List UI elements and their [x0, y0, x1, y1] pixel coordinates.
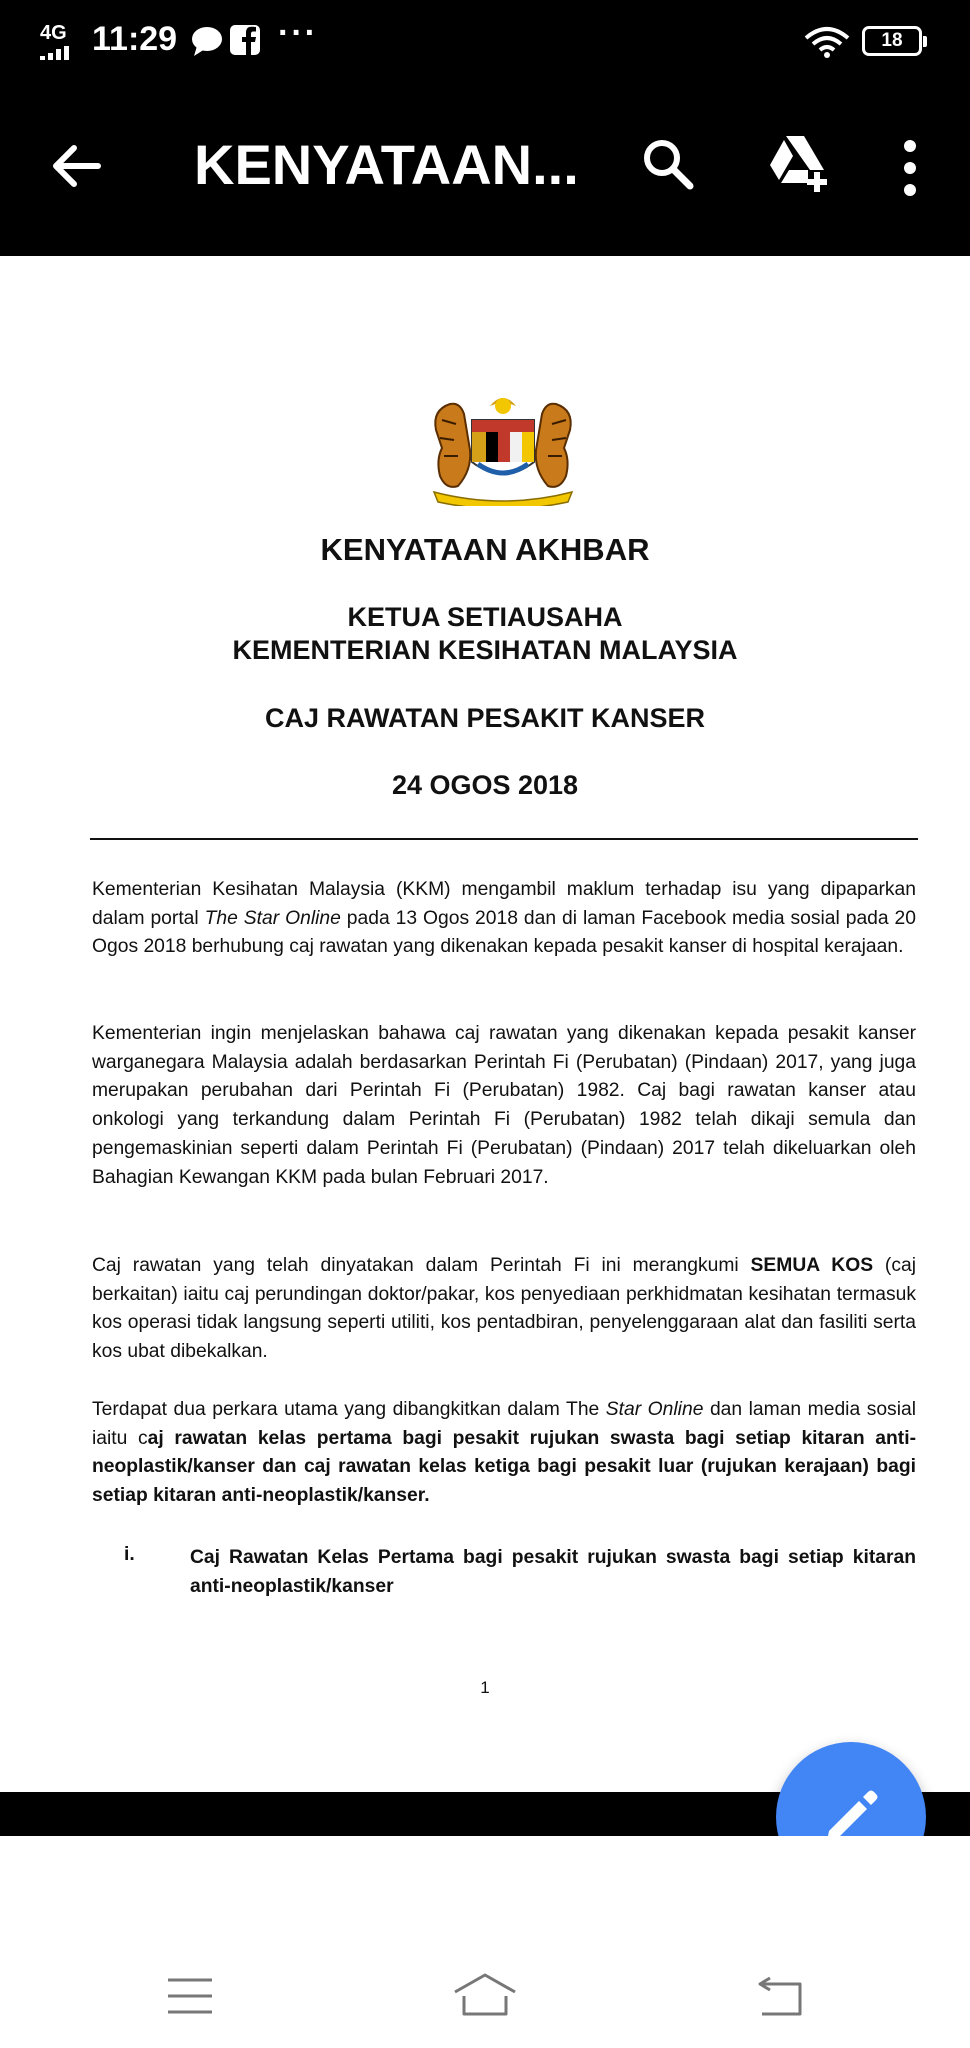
more-vert-icon[interactable] [896, 138, 924, 198]
press-release-heading: KENYATAAN AKHBAR [320, 532, 650, 567]
status-bar [0, 0, 970, 88]
coat-of-arms-logo [428, 390, 578, 506]
facebook-icon [230, 24, 262, 58]
issuer-line-2: KEMENTERIAN KESIHATAN MALAYSIA [232, 635, 738, 665]
drive-add-icon[interactable] [766, 132, 830, 196]
document-date: 24 OGOS 2018 [391, 770, 579, 800]
paragraph-4: Terdapat dua perkara utama yang dibangkitkan dalam The Star Online dan laman media sosial iaitu caj rawatan kelas pertama bagi pesakit rujukan swasta bagi setiap kitaran anti-neoplastik/kanser dan caj rawatan kelas ketiga bagi pesakit luar (rujukan kerajaan) bagi setiap kitaran anti-neoplastik/kanser. [92, 1399, 916, 1507]
issuer-line-1: KETUA SETIAUSAHA [347, 602, 623, 632]
list-item-number: i. [124, 1544, 135, 1565]
list-item-heading: Caj Rawatan Kelas Pertama bagi pesakit rujukan swasta bagi setiap kitaran anti-neoplastik/kanser [190, 1547, 916, 1597]
signal-icon [40, 46, 76, 60]
system-nav-bar [0, 1836, 970, 2048]
document-page[interactable] [0, 256, 970, 1792]
more-notifications-icon: ··· [278, 14, 318, 52]
chat-bubble-icon [190, 24, 224, 58]
app-bar [0, 88, 970, 256]
home-icon[interactable] [452, 1972, 518, 2016]
document-topic: CAJ RAWATAN PESAKIT KANSER [264, 703, 706, 733]
paragraph-3: Caj rawatan yang telah dinyatakan dalam Perintah Fi ini merangkumi SEMUA KOS (caj berkaitan) iaitu caj perundingan doktor/pakar, kos penyediaan perkhidmatan kesihatan termasuk kos operasi tidak langsung seperti utiliti, kos pentadbiran, penyelenggaraan alat dan fasiliti serta kos ubat dibekalkan. [92, 1255, 916, 1363]
back-arrow-icon[interactable] [50, 140, 102, 192]
page-number: 1 [480, 1678, 490, 1697]
battery-icon: 18 [862, 26, 922, 56]
wifi-icon [804, 26, 850, 58]
paragraph-2: Kementerian ingin menjelaskan bahawa caj rawatan yang dikenakan kepada pesakit kanser warganegara Malaysia adalah berdasarkan Perintah Fi (Perubatan) (Pindaan) 2017, yang juga merupakan perubahan dari Perintah Fi (Perubatan) 1982. Caj bagi rawatan kanser atau onkologi yang terkandung dalam Perintah Fi (Perubatan) 1982 telah dikaji semula dan pengemaskinian seperti dalam Perintah Fi (Perubatan) (Pindaan) 2017 telah dikeluarkan oleh Bahagian Kewangan KKM pada bulan Februari 2017. [92, 1023, 916, 1188]
search-icon[interactable] [640, 136, 696, 192]
back-icon[interactable] [756, 1974, 804, 2016]
paragraph-1: Kementerian Kesihatan Malaysia (KKM) mengambil maklum terhadap isu yang dipaparkan dalam portal The Star Online pada 13 Ogos 2018 dan di laman Facebook media sosial pada 20 Ogos 2018 berhubung caj rawatan yang dikenakan kepada pesakit kanser di hospital kerajaan. [92, 879, 916, 958]
divider-line [90, 838, 918, 840]
network-type: 4G [40, 22, 67, 44]
document-title: KENYATAAN... [194, 133, 579, 196]
clock: 11:29 [92, 20, 178, 58]
menu-icon[interactable] [166, 1976, 214, 2016]
